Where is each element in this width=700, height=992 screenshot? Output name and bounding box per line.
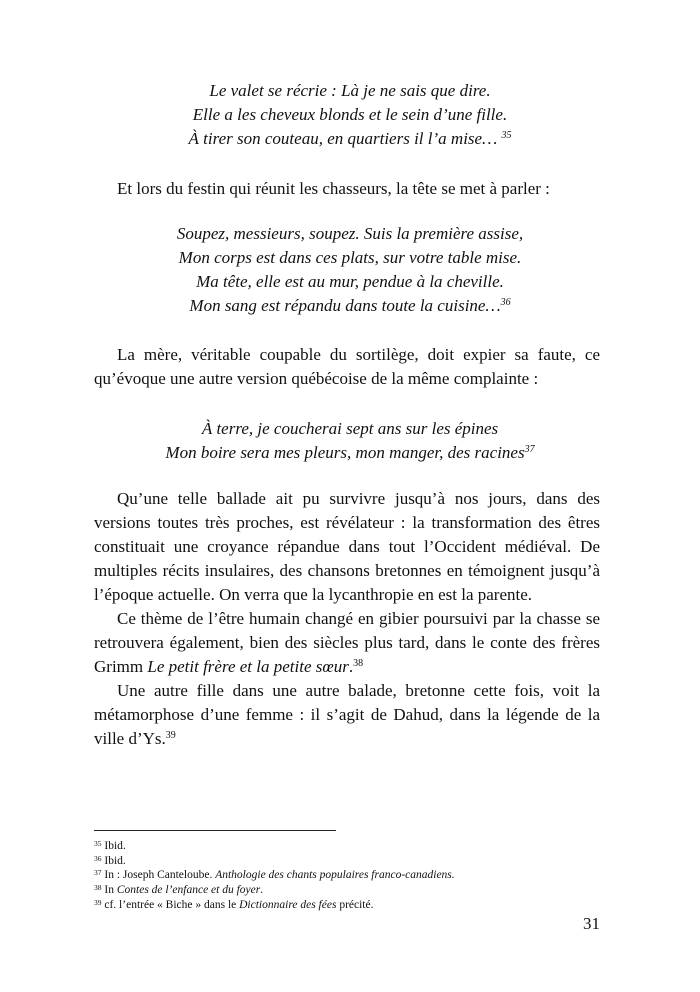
footnote: $^{39}$ cf. l’entrée « Biche » dans le Dictionnaire des fées précité. <box>94 897 374 911</box>
verse-line: Elle a les cheveux blonds et le sein d’une fille. <box>192 105 508 124</box>
verse-line: Mon corps est dans ces plats, sur votre table mise. <box>178 248 522 267</box>
footnote: $^{38}$ In Contes de l’enfance et du foyer. <box>94 883 264 897</box>
verse-line: Le valet se récrie : Là je ne sais que dire. <box>209 81 491 100</box>
verse-line: À tirer son couteau, en quartiers il l’a mise… $^{35}$ <box>188 129 512 148</box>
main-paragraphs <box>94 487 600 751</box>
paragraph-fille: Une autre fille dans une autre balade, bretonne cette fois, voit la métamorphose d’une femme : il s’agit de Dahud, dans la légende de la ville d’Ys.$^{39}$ <box>94 681 600 748</box>
footnotes <box>94 839 455 913</box>
paragraph-festin: Et lors du festin qui réunit les chasseurs, la tête se met à parler : <box>117 179 550 198</box>
paragraph-theme: Ce thème de l’être humain changé en gibier poursuivi par la chasse se retrouvera également, bien des siècles plus tard, dans le conte des frères Grimm Le petit frère et la petite sœur.$^{38}$ <box>94 609 600 676</box>
footnote: $^{37}$ In : Joseph Canteloube. Anthologie des chants populaires franco-canadiens. <box>94 868 455 882</box>
verse-block-1 <box>0 79 700 151</box>
paragraph-mere: La mère, véritable coupable du sortilège, doit expier sa faute, ce qu’évoque une autre version québécoise de la même complainte : <box>94 345 600 388</box>
footnote: $^{35}$ Ibid. <box>94 839 126 852</box>
verse-line: À terre, je coucherai sept ans sur les épines <box>201 419 499 438</box>
work-title: Le petit frère et la petite sœur <box>147 657 349 676</box>
footnote-divider <box>94 830 336 831</box>
footnote-ref[interactable]: 39 <box>165 730 176 741</box>
page-number: 31 <box>583 914 600 933</box>
footnote: $^{36}$ Ibid. <box>94 853 126 867</box>
verse-block-3 <box>0 417 700 465</box>
verse-line: Mon boire sera mes pleurs, mon manger, des racines$^{37}$ <box>165 443 535 462</box>
footnote-ref[interactable]: 35 <box>501 130 512 141</box>
footnote-ref[interactable]: 38 <box>353 658 364 669</box>
verse-block-2 <box>0 222 700 318</box>
verse-line: Ma tête, elle est au mur, pendue à la cheville. <box>196 272 504 291</box>
paragraph-ballade: Qu’une telle ballade ait pu survivre jusqu’à nos jours, dans des versions toutes très proches, est révélateur : la transformation des êtres constituait une croyance répandue dans tout l’Occident médiéval. De multiples récits insulaires, des chansons bretonnes en témoignent jusqu’à l’époque actuelle. On verra que la lycanthropie en est la parente. <box>94 489 600 604</box>
verse-line: Soupez, messieurs, soupez. Suis la première assise, <box>176 224 524 243</box>
footnote-ref[interactable]: 37 <box>524 444 535 455</box>
footnote-ref[interactable]: 36 <box>500 297 511 308</box>
verse-line: Mon sang est répandu dans toute la cuisine…$^{36}$ <box>189 296 511 315</box>
